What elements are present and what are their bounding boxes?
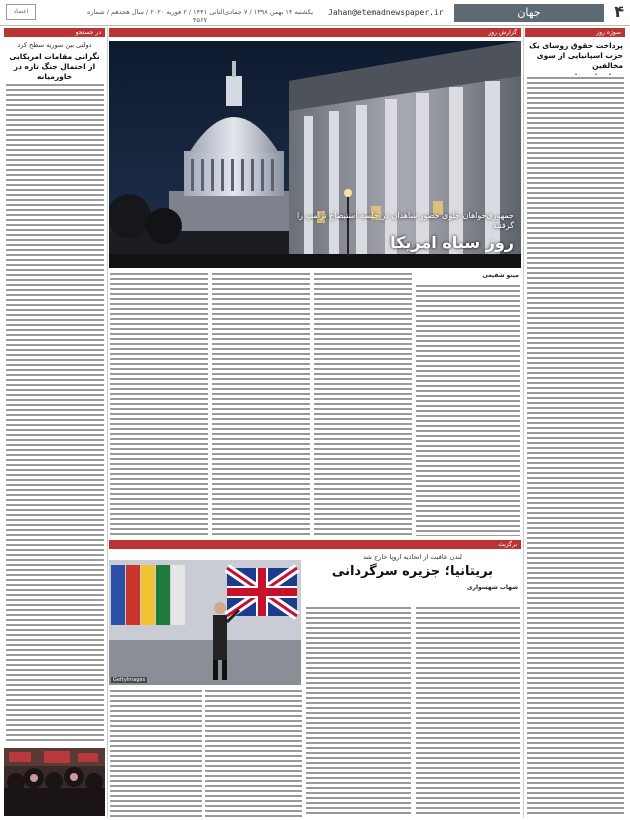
section-label-right: سوژه روز [525, 28, 625, 37]
column-divider [523, 28, 524, 818]
left-kicker: دولتی بین سوریه سطح کرد [17, 41, 92, 49]
photo-credit: GettyImages [113, 677, 146, 683]
brexit-col-1 [416, 605, 520, 817]
flags-illustration [109, 560, 301, 685]
center-top-col-3 [212, 271, 310, 536]
column-divider-left [107, 28, 108, 818]
newspaper-logo: اعتماد [6, 4, 36, 20]
protest-photo [4, 748, 105, 816]
center-top-col-2 [314, 271, 412, 536]
brexit-headline: بریتانیا؛ جزیره سرگردانی [331, 564, 494, 579]
crowd-illustration [4, 748, 105, 816]
page-number: ۴ [614, 2, 624, 21]
brexit-byline: شهاب شهسواری [467, 584, 518, 591]
center-top-byline-wrap [411, 270, 521, 282]
photo-headline: روز سیاه امریکا [390, 233, 514, 252]
brexit-col-4 [110, 688, 202, 817]
capitol-photo [109, 41, 521, 268]
center-top-col-1 [416, 283, 520, 536]
section-title: جهان [454, 4, 604, 22]
website-address: Jahan@etemadnewspaper.ir [328, 8, 444, 17]
left-headline: نگرانی مقامات امریکایی از احتمال جنگ تازه در خاورمیانه [9, 52, 100, 81]
center-top-byline: مینو شفیعی [482, 272, 519, 279]
photo-subheadline: جمهوری‌خواهان جلوی حضور شاهدان در جلسه استیضاح ترامپ را گرفتند [296, 211, 514, 230]
brexit-col-3 [205, 688, 302, 817]
section-label-center-bottom: برگزیت [109, 540, 521, 549]
page-header [0, 0, 630, 26]
left-article-body [6, 82, 104, 744]
right-headline: پرداخت حقوق روسای یک حزب اسپانیایی از سوی مخالفین [529, 41, 623, 70]
right-article-body [527, 75, 624, 815]
section-label-center-top: گزارش روز [109, 28, 521, 37]
brexit-photo [109, 560, 301, 685]
brexit-col-2 [306, 605, 411, 817]
brexit-kicker: لندن عاقبت از اتحادیه اروپا خارج شد [363, 553, 462, 561]
issue-info: یکشنبه ۱۴ بهمن ۱۳۹۸ / ۷ جمادی‌الثانی ۱۴۴۱ / ۲ فوریه ۲۰۲۰ / سال هجدهم / شماره ۴۵۶۷ [86, 8, 314, 24]
brexit-headline-area [305, 552, 520, 594]
center-top-col-4 [110, 271, 208, 536]
section-label-left: در جستجو [4, 28, 105, 37]
